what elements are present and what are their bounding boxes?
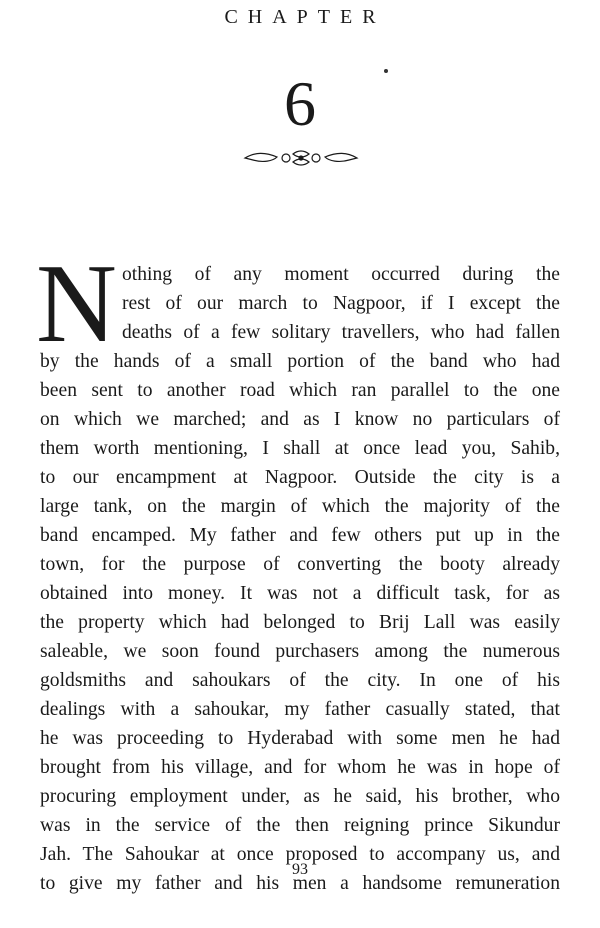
text-line: large tank, on the margin of which the majority of the — [40, 496, 560, 517]
text-line: othing of any moment occurred during the — [122, 264, 560, 285]
text-line: town, for the purpose of converting the booty already — [40, 554, 560, 575]
text-line: was in the service of the then reigning prince Sikundur — [40, 815, 560, 836]
text-line: them worth mentioning, I shall at once lead you, Sahib, — [40, 438, 560, 459]
text-line: dealings with a sahoukar, my father casually stated, that — [40, 699, 560, 720]
text-line: the property which had belonged to Brij Lall was easily — [40, 612, 560, 633]
indented-lines — [122, 260, 560, 347]
text-line: Jah. The Sahoukar at once proposed to accompany us, and — [40, 844, 560, 865]
text-line: obtained into money. It was not a difficult task, for as — [40, 583, 560, 604]
text-line: he was proceeding to Hyderabad with some men he had — [40, 728, 560, 749]
chapter-label: CHAPTER — [224, 6, 386, 28]
text-line: deaths of a few solitary travellers, who had fallen — [122, 322, 560, 343]
body-paragraph — [36, 242, 560, 898]
text-line: to our encampment at Nagpoor. Outside the city is a — [40, 467, 560, 488]
text-line: on which we marched; and as I know no particulars of — [40, 409, 560, 430]
scroll-ornament-icon — [243, 148, 359, 168]
text-line: procuring employment under, as he said, his brother, who — [40, 786, 560, 807]
chapter-number: 6 — [284, 68, 316, 139]
text-line: been sent to another road which ran parallel to the one — [40, 380, 560, 401]
text-line: band encamped. My father and few others put up in the — [40, 525, 560, 546]
page-number: 93 — [292, 861, 308, 878]
text-line: saleable, we soon found purchasers among the numerous — [40, 641, 560, 662]
text-line: to give my father and his men a handsome remuneration — [40, 873, 560, 894]
drop-cap: N — [36, 242, 117, 366]
text-line: rest of our march to Nagpoor, if I except the — [122, 293, 560, 314]
text-line: by the hands of a small portion of the band who had — [40, 351, 560, 372]
text-line: goldsmiths and sahoukars of the city. In one of his — [40, 670, 560, 691]
text-line: brought from his village, and for whom he was in hope of — [40, 757, 560, 778]
